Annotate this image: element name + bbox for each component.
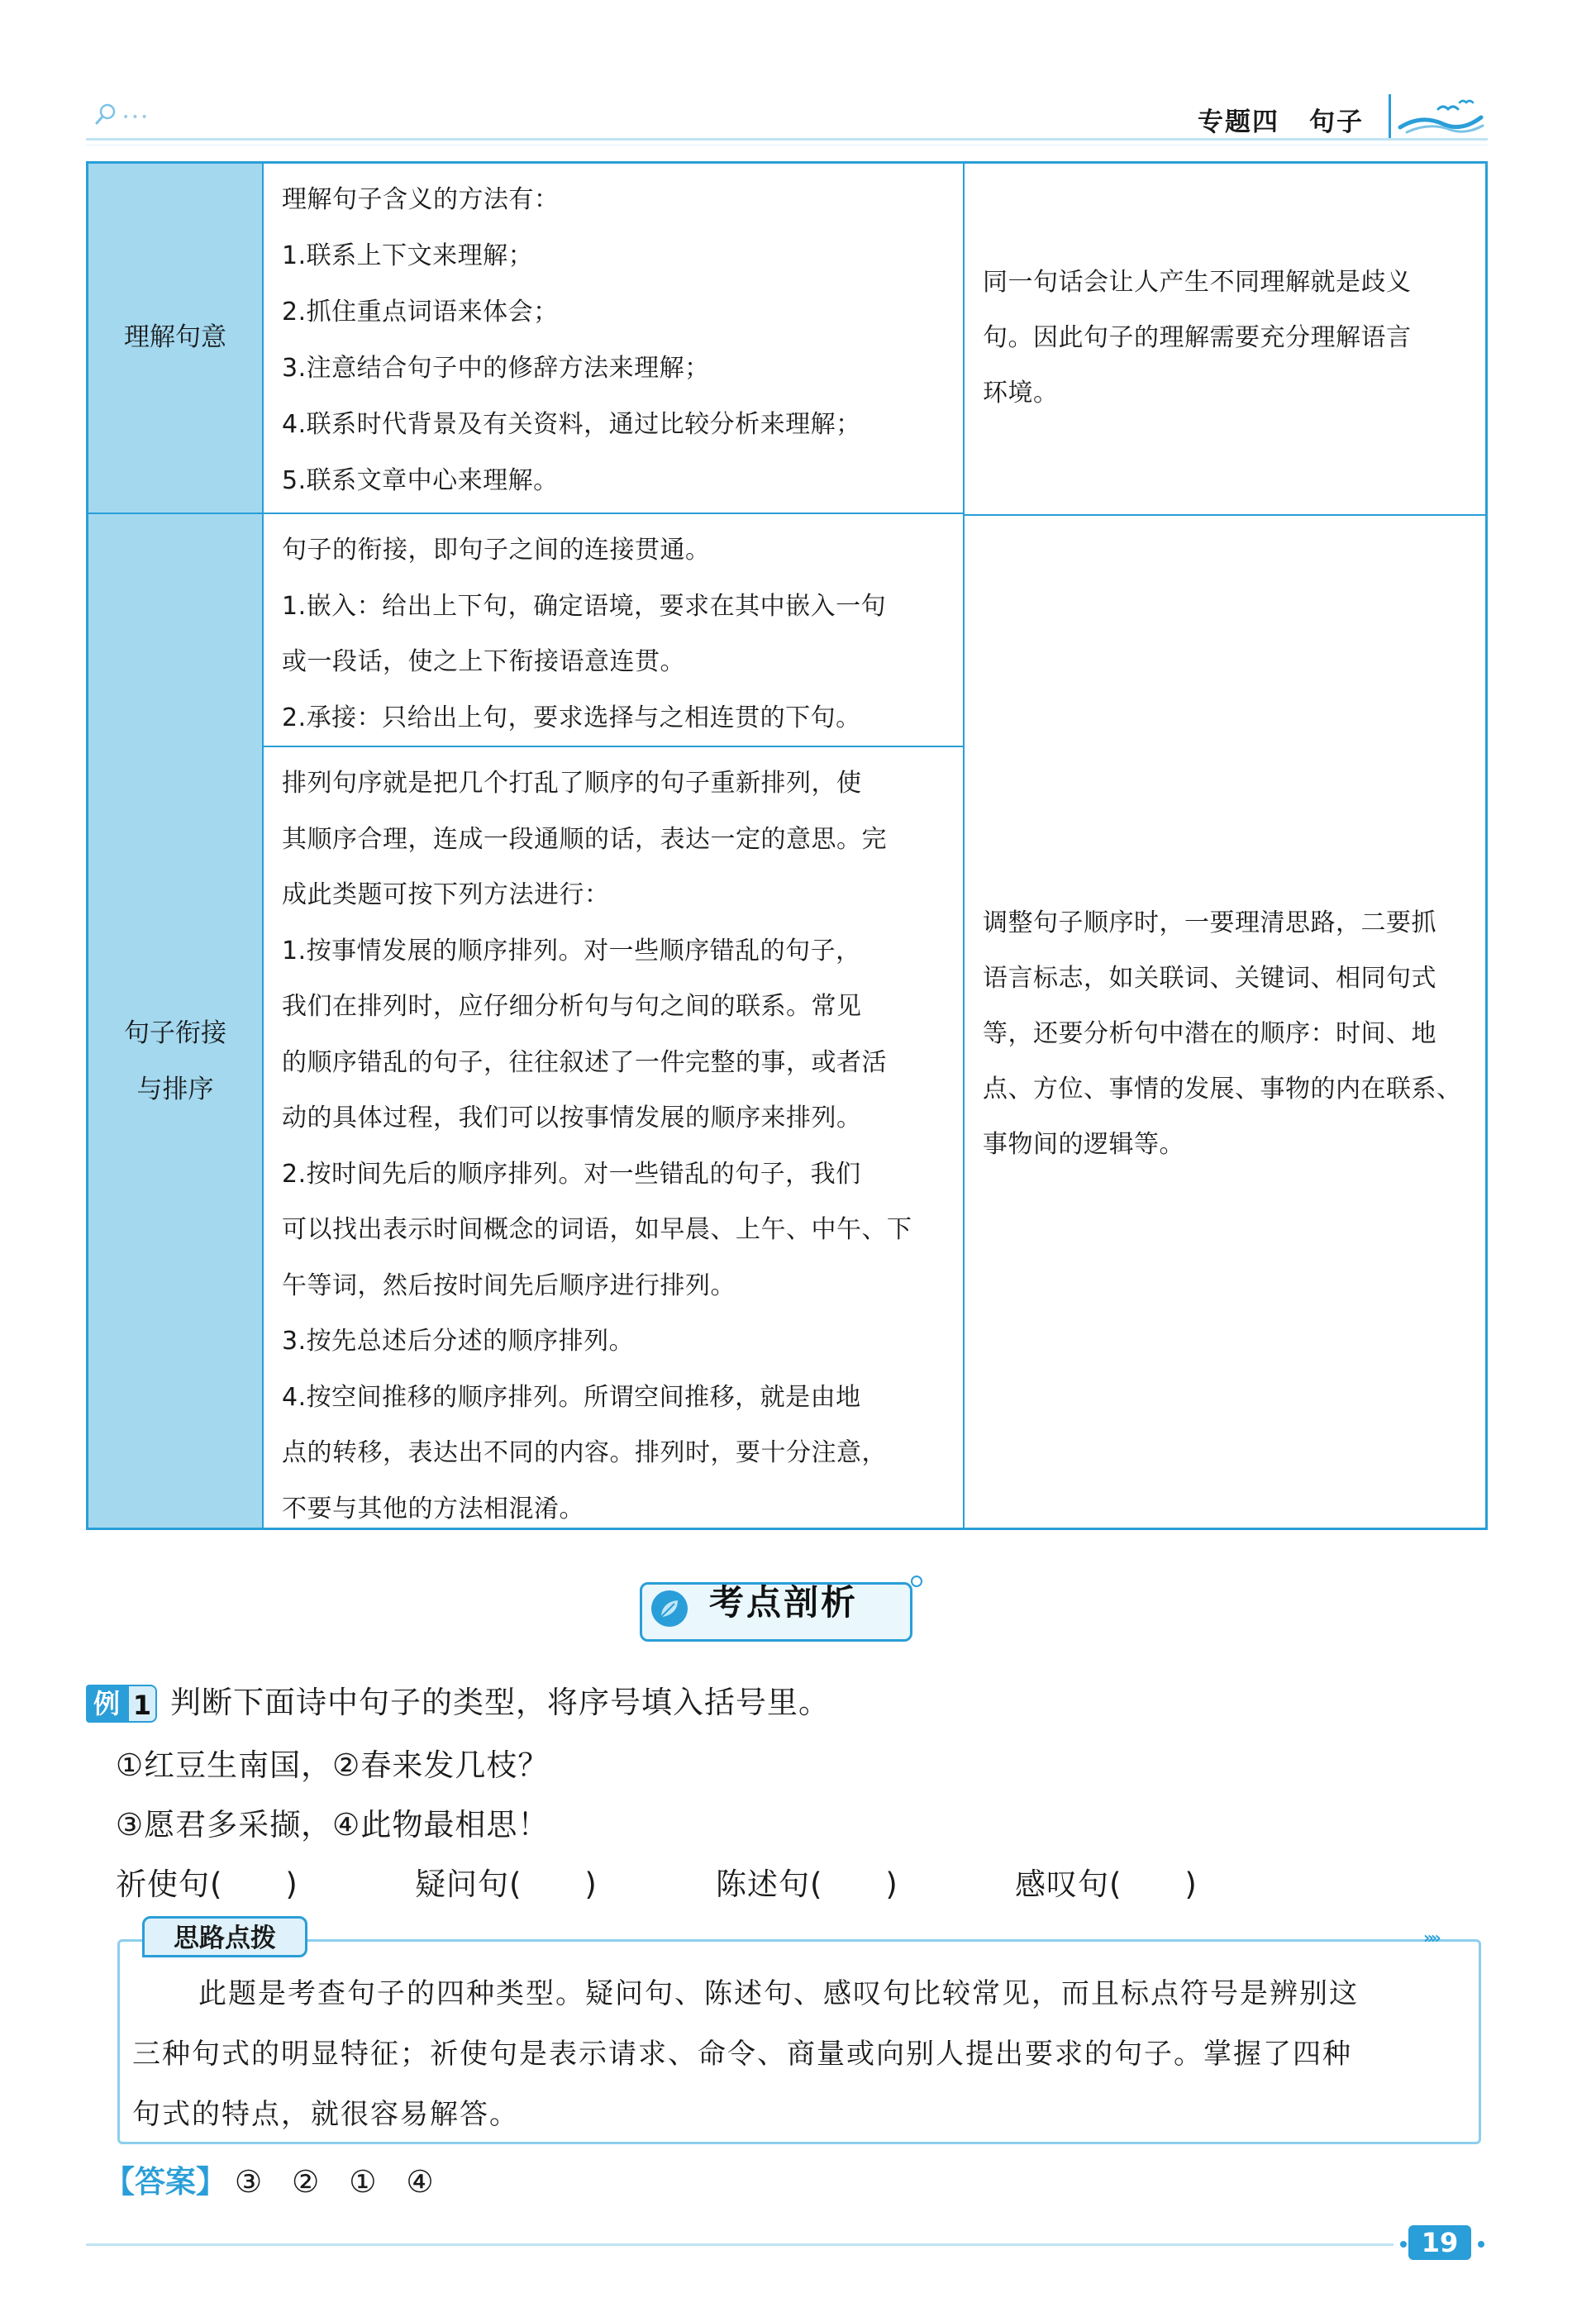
methods-cell-linking — [264, 514, 965, 747]
method-line: 排列句序就是把几个打乱了顺序的句子重新排列，使 — [282, 769, 862, 798]
method-line: 2.抓住重点词语来体会； — [282, 298, 559, 327]
note-line: 点、方位、事情的发展、事物的内在联系、 — [983, 1075, 1462, 1104]
header-topic: 句子 — [1309, 107, 1364, 137]
answer-label: 【答案】 — [104, 2164, 226, 2200]
note-line: 调整句子顺序时，一要理清思路，二要抓 — [983, 908, 1436, 937]
method-line: 其顺序合理，连成一段通顺的话，表达一定的意思。完 — [282, 824, 887, 854]
double-chevron-right-icon: »» — [1423, 1928, 1438, 1948]
hint-tab — [142, 1916, 307, 1957]
note-line: 语言标志，如关联词、关键词、相同句式 — [983, 964, 1436, 993]
row-header-linking-ordering — [88, 514, 264, 1528]
knowledge-table — [86, 161, 1488, 1530]
hint-line: 此题是考查句子的四种类型。疑问句、陈述句、感叹句比较常见，而且标点符号是辨别这 — [198, 1977, 1359, 2010]
blank-imperative[interactable]: 祈使句( ) — [116, 1866, 298, 1902]
poem-line: ①红豆生南国，②春来发几枝？ — [116, 1747, 550, 1783]
method-line: 的顺序错乱的句子，往往叙述了一件完整的事，或者活 — [282, 1047, 887, 1077]
row-label-line: 与排序 — [136, 1075, 214, 1104]
row-label: 理解句意 — [124, 322, 226, 352]
method-line: 理解句子含义的方法有： — [282, 185, 560, 214]
hint-line: 句式的特点，就很容易解答。 — [132, 2098, 519, 2131]
method-line: 或一段话，使之上下衔接语意连贯。 — [282, 647, 685, 676]
method-line: 3.注意结合句子中的修辞方法来理解； — [282, 354, 710, 383]
answer-value: ② — [292, 2164, 322, 2200]
method-line: 我们在排列时，应仔细分析句与句之间的联系。常见 — [282, 992, 862, 1021]
header-section: 专题四 — [1198, 107, 1279, 137]
header-dots: ••• — [122, 111, 150, 124]
blank-declarative[interactable]: 陈述句( ) — [716, 1866, 898, 1902]
method-line: 5.联系文章中心来理解。 — [282, 466, 559, 495]
method-line: 4.按空间推移的顺序排列。所谓空间推移，就是由地 — [282, 1382, 861, 1412]
method-line: 可以找出表示时间概念的词语，如早晨、上午、中午、下 — [282, 1215, 912, 1244]
footer-dot — [1400, 2241, 1407, 2248]
answer-values — [235, 2164, 464, 2200]
row-label-line: 句子衔接 — [124, 1018, 226, 1048]
answer — [104, 2159, 464, 2205]
answer-value: ③ — [235, 2164, 264, 2200]
page-header — [86, 93, 1488, 141]
note-line: 句。因此句子的理解需要充分理解语言 — [983, 323, 1412, 352]
method-line: 点的转移，表达出不同的内容。排列时，要十分注意， — [282, 1438, 887, 1467]
row-header-understanding — [88, 164, 264, 514]
method-line: 2.承接：只给出上句，要求选择与之相连贯的下句。 — [282, 703, 861, 732]
method-line: 不要与其他的方法相混淆。 — [282, 1494, 584, 1523]
poem-line: ③愿君多采撷，④此物最相思！ — [116, 1807, 550, 1843]
answer-value: ④ — [406, 2164, 436, 2200]
method-line: 1.按事情发展的顺序排列。对一些顺序错乱的句子， — [282, 936, 861, 965]
method-line: 动的具体过程，我们可以按事情发展的顺序来排列。 — [282, 1104, 862, 1132]
methods-cell-ordering — [264, 747, 965, 1528]
note-line: 事物间的逻辑等。 — [983, 1130, 1184, 1159]
hint-label: 思路点拨 — [174, 1924, 276, 1953]
note-line: 环境。 — [983, 379, 1059, 408]
section-badge — [640, 1574, 921, 1650]
method-line: 1.嵌入：给出上下句，确定语境，要求在其中嵌入一句 — [282, 591, 887, 621]
footer-rule — [86, 2243, 1394, 2246]
method-line: 2.按时间先后的顺序排列。对一些错乱的句子，我们 — [282, 1159, 861, 1189]
method-line: 午等词，然后按时间先后顺序进行排列。 — [282, 1271, 736, 1300]
notes-cell-understanding — [965, 255, 1485, 421]
method-line: 句子的衔接，即句子之间的连接贯通。 — [282, 536, 711, 565]
method-line: 3.按先总述后分述的顺序排列。 — [282, 1327, 635, 1356]
header-rule — [86, 138, 1488, 141]
example-tag-label: 例 — [86, 1685, 127, 1723]
search-icon — [94, 103, 117, 126]
header-title — [1198, 101, 1364, 138]
wave-bird-logo-icon — [1389, 93, 1488, 139]
hint-line: 三种句式的明显特征；祈使句是表示请求、命令、商量或向别人提出要求的句子。掌握了四种 — [132, 2038, 1352, 2071]
blank-interrogative[interactable]: 疑问句( ) — [415, 1866, 598, 1902]
answer-blanks — [116, 1862, 1389, 1908]
method-line: 成此类题可按下列方法进行： — [282, 880, 610, 909]
section-title: 考点剖析 — [709, 1582, 859, 1623]
page-number: 19 — [1408, 2225, 1471, 2260]
example-question: 判断下面诗中句子的类型，将序号填入括号里。 — [170, 1685, 830, 1720]
footer-dot — [1478, 2241, 1484, 2248]
blank-exclamatory[interactable]: 感叹句( ) — [1015, 1866, 1198, 1902]
example-tag-number: 1 — [127, 1685, 157, 1723]
answer-value: ① — [349, 2164, 379, 2200]
note-line: 等，还要分析句中潜在的顺序：时间、地 — [983, 1019, 1436, 1048]
badge-dot — [911, 1576, 922, 1587]
leaf-icon — [650, 1589, 689, 1628]
row-divider — [965, 514, 1485, 516]
hint-text — [132, 1964, 1471, 2145]
row-label — [88, 1013, 262, 1109]
notes-cell-linking-ordering — [965, 895, 1485, 1172]
methods-cell-understanding — [264, 164, 965, 514]
method-line: 4.联系时代背景及有关资料，通过比较分析来理解； — [282, 410, 861, 439]
note-line: 同一句话会让人产生不同理解就是歧义 — [983, 268, 1412, 297]
method-line: 1.联系上下文来理解； — [282, 241, 534, 270]
